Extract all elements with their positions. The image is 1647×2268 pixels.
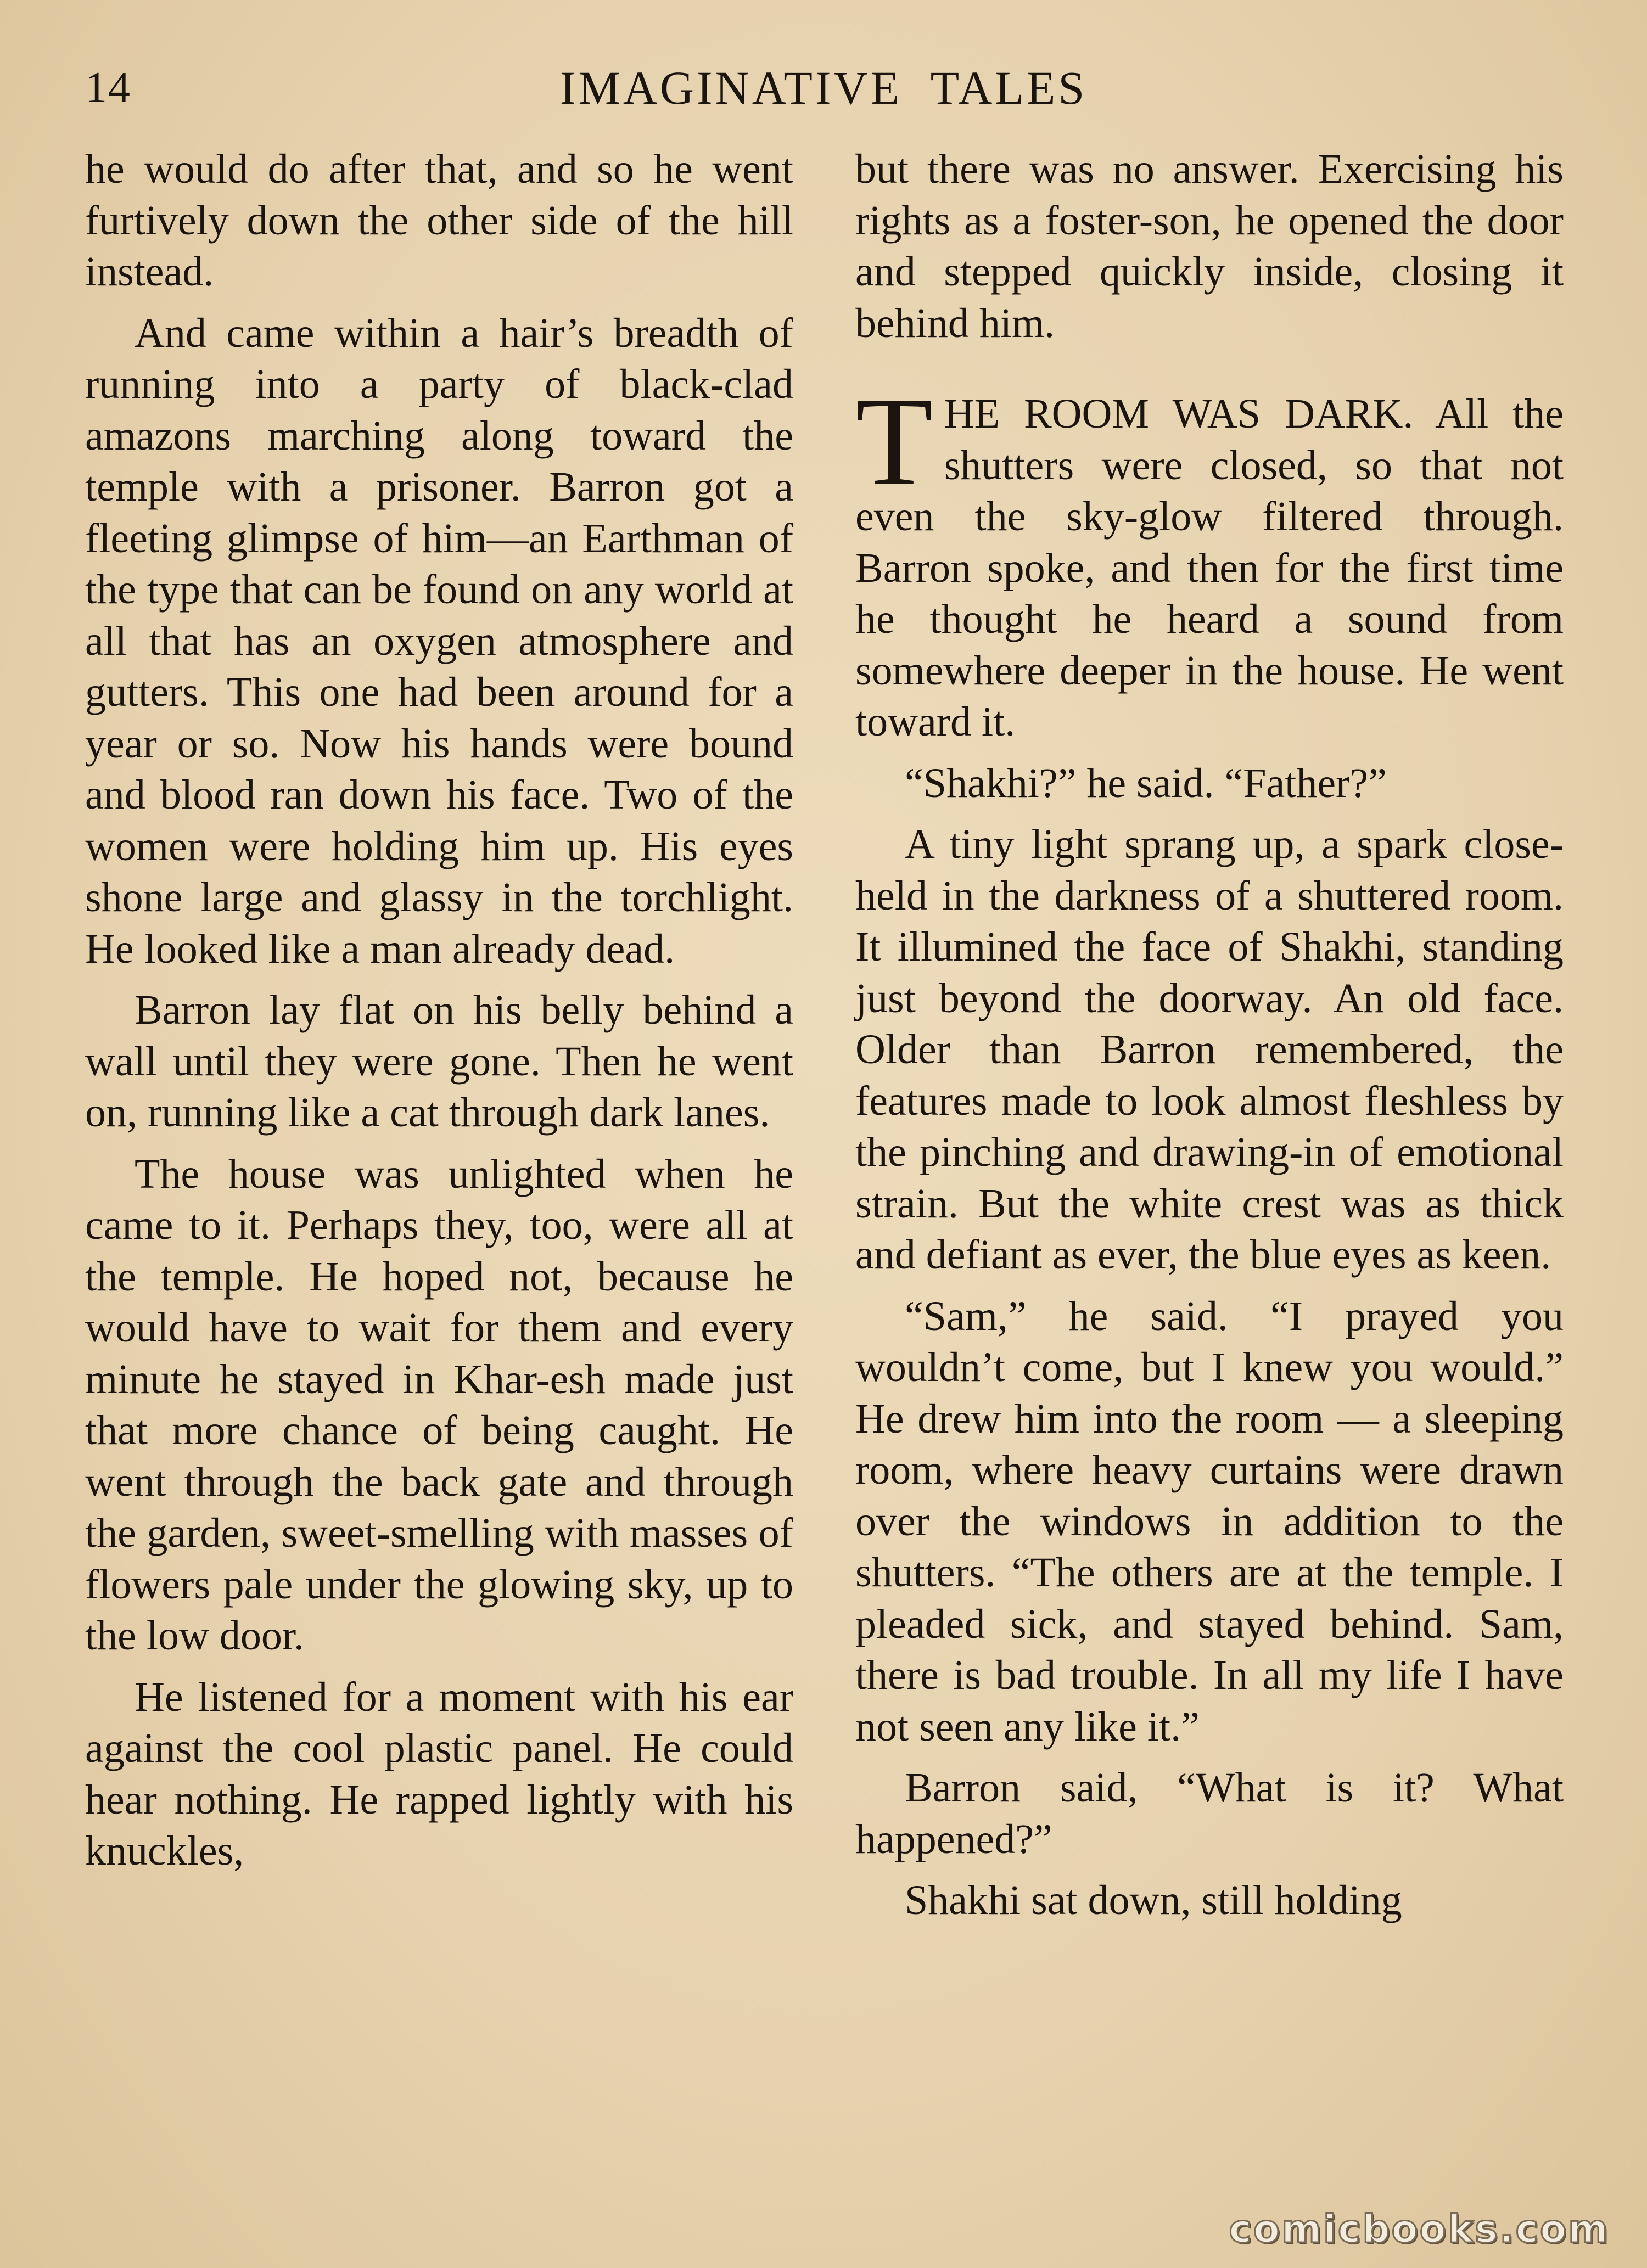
paragraph: He listened for a moment with his ear against the cool plastic panel. He could hear nothing. He rapped lightly with his knuckles,	[85, 1674, 793, 1874]
section-opening-text: HE ROOM WAS DARK. All the shutters were closed, so that not even the sky-glow filtered through. Barron spoke, and then for the first time he thought he heard a sound from somewhere deeper in the house. He went toward it.	[855, 391, 1564, 745]
right-column	[855, 144, 1564, 1936]
watermark: comicbooks.com	[1229, 2207, 1610, 2252]
paragraph: And came within a hair’s breadth of running into a party of black-clad amazons marching along toward the temple with a prisoner. Barron got a fleeting glimpse of him—an Earthman of the type that can be found on any world at all that has an oxygen atmosphere and gutters. This one had been around for a year or so. Now his hands were bound and blood ran down his face. Two of the women were holding him up. His eyes shone large and glassy in the torchlight. He looked like a man already dead.	[85, 310, 793, 972]
page-header	[0, 58, 1647, 118]
left-column	[85, 144, 793, 1887]
paragraph: he would do after that, and so he went furtively down the other side of the hill instead.	[85, 146, 793, 295]
page-number: 14	[85, 64, 131, 112]
paragraph: A tiny light sprang up, a spark close-held in the darkness of a shuttered room. It illumined the face of Shakhi, standing just beyond the doorway. An old face. Older than Barron remembered, the features made to look almost fleshless by the pinching and drawing-in of emotional strain. But the white crest was as thick and defiant as ever, the blue eyes as keen.	[855, 821, 1564, 1278]
paragraph: “Sam,” he said. “I prayed you wouldn’t come, but I knew you would.” He drew him into the room — a sleeping room, where heavy curtains were drawn over the windows in addition to the shutters. “The others are at the temple. I pleaded sick, and stayed behind. Sam, there is bad trouble. In all my life I have not seen any like it.”	[855, 1293, 1564, 1750]
paragraph: The house was unlighted when he came to it. Perhaps they, too, were all at the temple. He hoped not, because he would have to wait for them and every minute he stayed in Khar-esh made just that more chance of being caught. He went through the back gate and through the garden, sweet-smelling with masses of flowers pale under the glowing sky, up to the low door.	[85, 1150, 793, 1659]
paragraph: Shakhi sat down, still holding	[905, 1877, 1402, 1923]
paragraph: “Shakhi?” he said. “Father?”	[905, 760, 1387, 806]
paragraph: Barron said, “What is it? What happened?”	[855, 1765, 1564, 1862]
running-head: IMAGINATIVE TALES	[559, 61, 1088, 114]
section-opening-paragraph	[855, 371, 1564, 748]
drop-cap: T	[855, 371, 933, 512]
paragraph: Barron lay flat on his belly behind a wall until they were gone. Then he went on, running like a cat through dark lanes.	[85, 987, 793, 1136]
paragraph: but there was no answer. Exercising his rights as a foster-son, he opened the door and stepped quickly inside, closing it behind him.	[855, 146, 1564, 346]
